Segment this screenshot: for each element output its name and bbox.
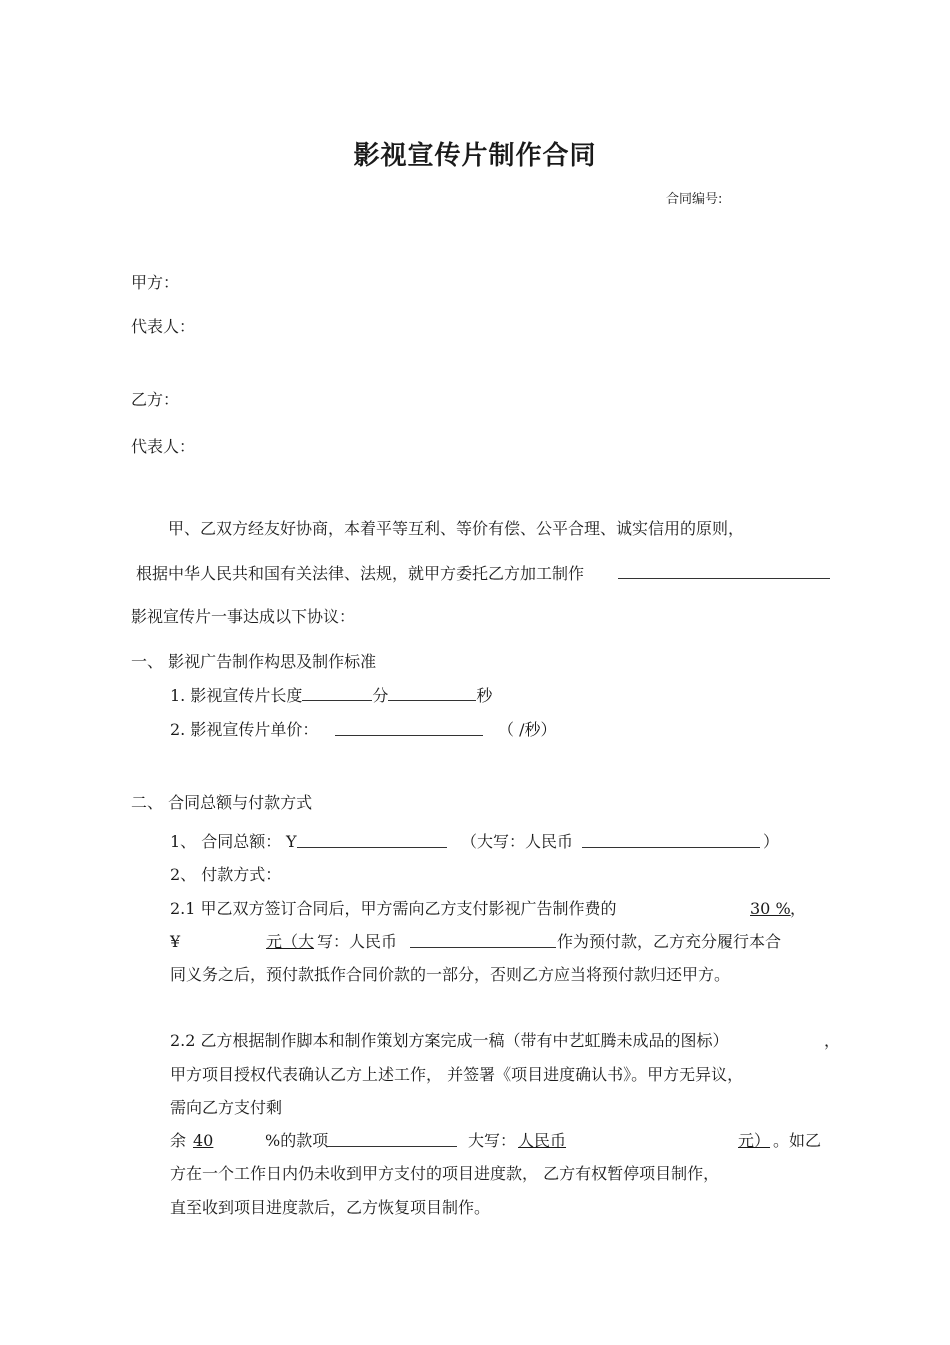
intro-line-2-text: 根据中华人民共和国有关法律、法规，就甲方委托乙方加工制作 <box>136 564 585 583</box>
party-a-representative-label: 代表人： <box>131 317 196 336</box>
minutes-unit: 分 <box>372 686 389 705</box>
remaining-rmb: 人民币 <box>518 1131 567 1150</box>
remaining-yuan: 元） <box>738 1131 771 1150</box>
intro-line-1: 甲、乙双方经友好协商，本着平等互利、等价有偿、公平合理、诚实信用的原则， <box>168 519 745 538</box>
entrusted-item-blank <box>618 562 830 579</box>
contract-total-label: 1、 合同总额： <box>170 832 282 851</box>
contract-total-close: ） <box>763 832 780 851</box>
intro-line-2 <box>136 563 584 585</box>
intro-line-3: 影视宣传片一事达成以下协议： <box>131 607 356 626</box>
remaining-tail: 。如乙 <box>773 1131 822 1150</box>
section-2-heading: 二、 合同总额与付款方式 <box>131 793 313 812</box>
seconds-unit: 秒 <box>476 686 493 705</box>
clause-2-2-comma: ， <box>824 1031 841 1050</box>
advance-caps-label: 写：人民币 <box>317 932 398 951</box>
clause-2-2-line-5: 方在一个工作日内仍未收到甲方支付的项目进度款， 乙方有权暂停项目制作， <box>170 1164 720 1183</box>
clause-2-2-line-3: 需向乙方支付剩 <box>170 1098 283 1117</box>
remaining-label: 余 <box>170 1131 187 1150</box>
minutes-blank <box>302 684 372 701</box>
remaining-caps-label: 大写： <box>468 1131 517 1150</box>
remaining-amount-blank <box>326 1130 457 1147</box>
document-title: 影视宣传片制作合同 <box>353 141 597 171</box>
advance-yuan: 元（大 <box>266 932 315 951</box>
clause-2-2-line-2: 甲方项目授权代表确认乙方上述工作， 并签署《项目进度确认书》。甲方无异议， <box>170 1065 744 1084</box>
length-label: 1. 影视宣传片长度 <box>170 686 303 705</box>
unit-price-unit: （ /秒） <box>498 720 557 739</box>
advance-percent: 30 % <box>750 899 791 918</box>
advance-yen-sign: ¥ <box>170 932 181 951</box>
contract-total-caps-label: （大写：人民币 <box>461 832 574 851</box>
unit-price-label: 2. 影视宣传片单价： <box>170 720 319 739</box>
clause-2-1-line-1: 2.1 甲乙双方签订合同后，甲方需向乙方支付影视广告制作费的 <box>170 899 617 918</box>
clause-2-2-line-6: 直至收到项目进度款后，乙方恢复项目制作。 <box>170 1198 491 1217</box>
contract-total-currency: Y <box>286 832 297 851</box>
section-1-item-2 <box>170 719 318 741</box>
contract-total-blank <box>297 831 447 848</box>
advance-rest: 作为预付款，乙方充分履行本合 <box>557 932 782 951</box>
clause-2-1-line-3: 同义务之后，预付款抵作合同价款的一部分，否则乙方应当将预付款归还甲方。 <box>170 965 731 984</box>
section-1-item-1 <box>170 684 492 707</box>
seconds-blank <box>388 684 476 701</box>
remaining-amount-label: %的款项 <box>265 1131 329 1150</box>
advance-percent-comma: ， <box>790 899 807 918</box>
payment-method-label: 2、 付款方式： <box>170 865 282 884</box>
party-a-label: 甲方： <box>131 273 180 292</box>
contract-total-caps-blank <box>582 831 760 848</box>
advance-caps-blank <box>410 931 556 948</box>
clause-2-2-line-1: 2.2 乙方根据制作脚本和制作策划方案完成一稿（带有中艺虹腾未成品的图标） <box>170 1031 729 1050</box>
remaining-percent: 40 <box>193 1131 214 1150</box>
section-1-heading: 一、 影视广告制作构思及制作标准 <box>131 652 377 671</box>
unit-price-blank <box>335 719 483 736</box>
contract-number-label: 合同编号: <box>666 192 723 207</box>
party-b-label: 乙方： <box>131 390 180 409</box>
party-b-representative-label: 代表人： <box>131 437 196 456</box>
